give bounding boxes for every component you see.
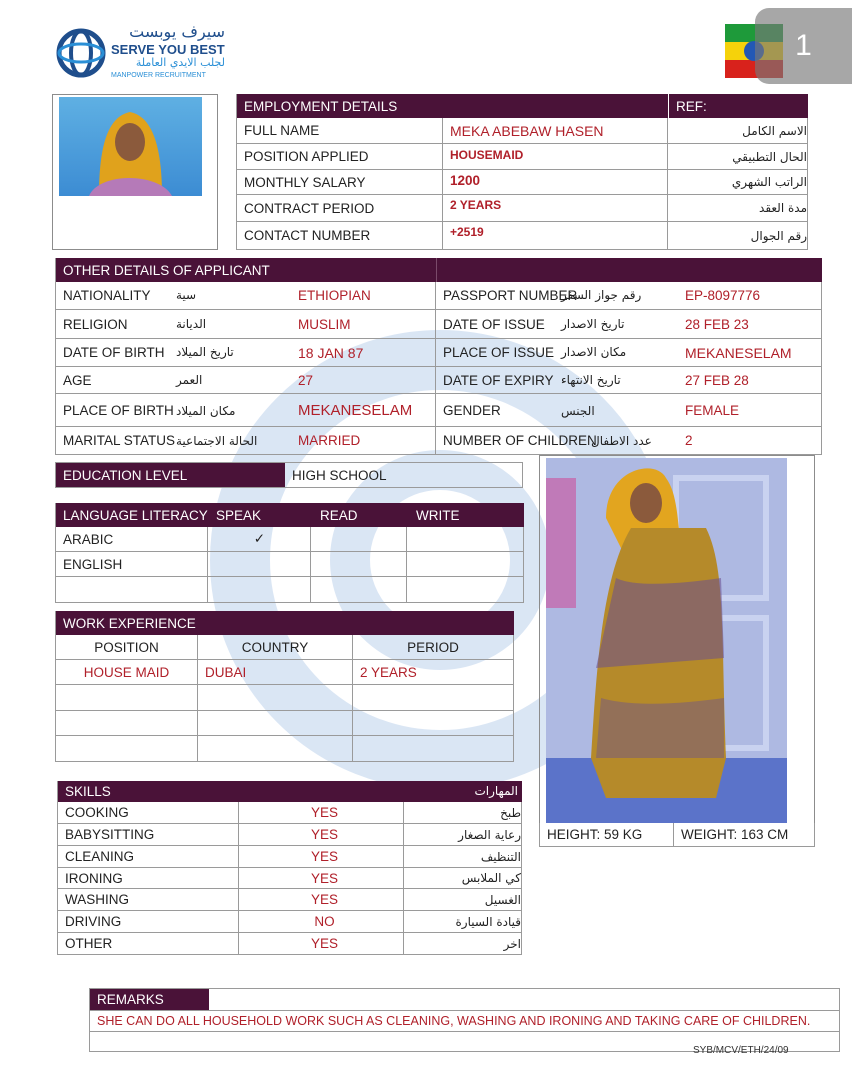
arabic-write <box>407 527 524 552</box>
work-position: HOUSE MAID <box>56 660 198 685</box>
skill-arabic: رعاية الصغار <box>404 824 522 846</box>
religion-label: RELIGION <box>56 310 291 339</box>
remarks-box <box>89 988 840 1052</box>
salary-label: MONTHLY SALARY <box>237 170 443 195</box>
logo-arabic-sub: لجلب الايدي العاملة <box>135 56 225 69</box>
contact-value: +2519 <box>443 222 668 250</box>
logo-emblem-icon <box>55 24 107 82</box>
skill-arabic: قيادة السيارة <box>404 911 522 933</box>
age-label: AGE <box>56 367 291 394</box>
footer-code: SYB/MCV/ETH/24/09 <box>693 1045 789 1056</box>
nationality-arabic: سية <box>176 288 197 302</box>
skill-arabic: التنظيف <box>404 846 522 868</box>
skill-name: CLEANING <box>58 846 239 868</box>
page-number-badge <box>755 8 852 84</box>
skill-name: WASHING <box>58 889 239 911</box>
contact-label: CONTACT NUMBER <box>237 222 443 250</box>
employment-details-header: EMPLOYMENT DETAILS <box>244 99 398 114</box>
period-column-header: PERIOD <box>353 635 514 660</box>
gender-value: FEMALE <box>678 394 822 427</box>
skill-arabic: كي الملابس <box>404 868 522 889</box>
arabic-speak-check: ✓ <box>208 527 311 552</box>
speak-header: SPEAK <box>216 508 262 523</box>
logo-sub: MANPOWER RECRUITMENT <box>111 72 206 79</box>
gender-label: GENDER <box>436 394 678 427</box>
passport-label: PASSPORT NUMBER <box>436 282 678 310</box>
marital-arabic: الحالة الاجتماعية <box>176 434 258 448</box>
full-name-arabic: الاسم الكامل <box>668 118 808 144</box>
english-read <box>311 552 407 577</box>
position-value: HOUSEMAID <box>443 144 668 170</box>
education-value: HIGH SCHOOL <box>292 468 387 483</box>
full-body-photo <box>546 458 787 823</box>
expiry-arabic: تاريخ الانتهاء <box>561 373 621 387</box>
language-table <box>55 503 523 603</box>
children-label: NUMBER OF CHILDREN <box>436 427 678 455</box>
skill-arabic: طبخ <box>404 802 522 824</box>
work-period: 2 YEARS <box>353 660 514 685</box>
gender-arabic: الجنس <box>561 404 595 418</box>
language-header: LANGUAGE LITERACY <box>63 508 208 523</box>
issue-date-label: DATE OF ISSUE <box>436 310 678 339</box>
religion-value: MUSLIM <box>291 310 436 339</box>
dob-arabic: تاريخ الميلاد <box>176 345 234 359</box>
pob-arabic: مكان الميلاد <box>176 404 236 418</box>
children-arabic: عدد الاطفال <box>591 434 652 448</box>
passport-value: EP-8097776 <box>678 282 822 310</box>
marital-value: MARRIED <box>291 427 436 455</box>
skill-value: YES <box>239 933 404 955</box>
skill-value: YES <box>239 889 404 911</box>
logo-name: SERVE YOU BEST <box>111 42 225 57</box>
education-label: EDUCATION LEVEL <box>63 468 188 483</box>
nationality-value: ETHIOPIAN <box>291 282 436 310</box>
children-value: 2 <box>678 427 822 455</box>
pob-value: MEKANESELAM <box>291 394 436 427</box>
other-details-header: OTHER DETAILS OF APPLICANT <box>63 263 270 278</box>
pob-label: PLACE OF BIRTH <box>56 394 291 427</box>
page-number: 1 <box>795 29 812 62</box>
salary-arabic: الراتب الشهري <box>668 170 808 195</box>
contact-arabic: رقم الجوال <box>668 222 808 250</box>
height-value: HEIGHT: 59 KG <box>547 827 643 842</box>
language-name: ENGLISH <box>56 552 208 577</box>
skill-value: YES <box>239 868 404 889</box>
passport-arabic: رقم جواز السفر <box>561 288 642 302</box>
skill-value: NO <box>239 911 404 933</box>
skill-value: YES <box>239 846 404 868</box>
skill-arabic: الغسيل <box>404 889 522 911</box>
skills-table <box>57 781 521 955</box>
work-country: DUBAI <box>198 660 353 685</box>
issue-place-arabic: مكان الاصدار <box>561 345 627 359</box>
dob-value: 18 JAN 87 <box>291 339 436 367</box>
skill-name: IRONING <box>58 868 239 889</box>
age-value: 27 <box>291 367 436 394</box>
age-arabic: العمر <box>176 373 203 387</box>
skill-name: BABYSITTING <box>58 824 239 846</box>
dob-label: DATE OF BIRTH <box>56 339 291 367</box>
position-column-header: POSITION <box>56 635 198 660</box>
skills-header: SKILLS <box>65 784 111 799</box>
full-name-label: FULL NAME <box>237 118 443 144</box>
ref-label: REF: <box>676 99 707 114</box>
expiry-label: DATE OF EXPIRY <box>436 367 678 394</box>
issue-place-label: PLACE OF ISSUE <box>436 339 678 367</box>
write-header: WRITE <box>416 508 460 523</box>
company-logo <box>55 22 225 84</box>
passport-photo <box>59 97 202 196</box>
skill-name: OTHER <box>58 933 239 955</box>
read-header: READ <box>320 508 358 523</box>
skill-value: YES <box>239 824 404 846</box>
issue-place-value: MEKANESELAM <box>678 339 822 367</box>
english-write <box>407 552 524 577</box>
issue-date-arabic: تاريخ الاصدار <box>561 317 625 331</box>
employment-details-table <box>236 94 807 250</box>
height-cell <box>539 823 674 847</box>
position-label: POSITION APPLIED <box>237 144 443 170</box>
english-speak <box>208 552 311 577</box>
nationality-label: NATIONALITY <box>56 282 291 310</box>
contract-arabic: مدة العقد <box>668 195 808 222</box>
religion-arabic: الديانة <box>176 317 207 331</box>
logo-arabic-name: سيرف يوبست <box>129 22 225 41</box>
language-name: ARABIC <box>56 527 208 552</box>
salary-value: 1200 <box>443 170 668 195</box>
work-experience-table <box>55 611 513 762</box>
issue-date-value: 28 FEB 23 <box>678 310 822 339</box>
full-name-value: MEKA ABEBAW HASEN <box>443 118 668 144</box>
remarks-text: SHE CAN DO ALL HOUSEHOLD WORK SUCH AS CLEANING, WASHING AND IRONING AND TAKING CARE OF CHILDREN. <box>97 1014 811 1028</box>
education-row <box>55 462 523 488</box>
other-details-table <box>55 258 821 455</box>
country-column-header: COUNTRY <box>198 635 353 660</box>
skill-arabic: اخر <box>404 933 522 955</box>
skill-value: YES <box>239 802 404 824</box>
position-arabic: الحال التطبيقي <box>668 144 808 170</box>
arabic-read <box>311 527 407 552</box>
expiry-value: 27 FEB 28 <box>678 367 822 394</box>
marital-label: MARITAL STATUS <box>56 427 291 455</box>
contract-label: CONTRACT PERIOD <box>237 195 443 222</box>
weight-value: WEIGHT: 163 CM <box>681 827 789 842</box>
remarks-header: REMARKS <box>97 992 164 1007</box>
work-experience-header: WORK EXPERIENCE <box>63 616 196 631</box>
language-name <box>56 577 208 603</box>
skill-name: COOKING <box>58 802 239 824</box>
contract-value: 2 YEARS <box>443 195 668 222</box>
weight-cell <box>674 823 815 847</box>
skills-header-arabic: المهارات <box>474 784 518 798</box>
skill-name: DRIVING <box>58 911 239 933</box>
